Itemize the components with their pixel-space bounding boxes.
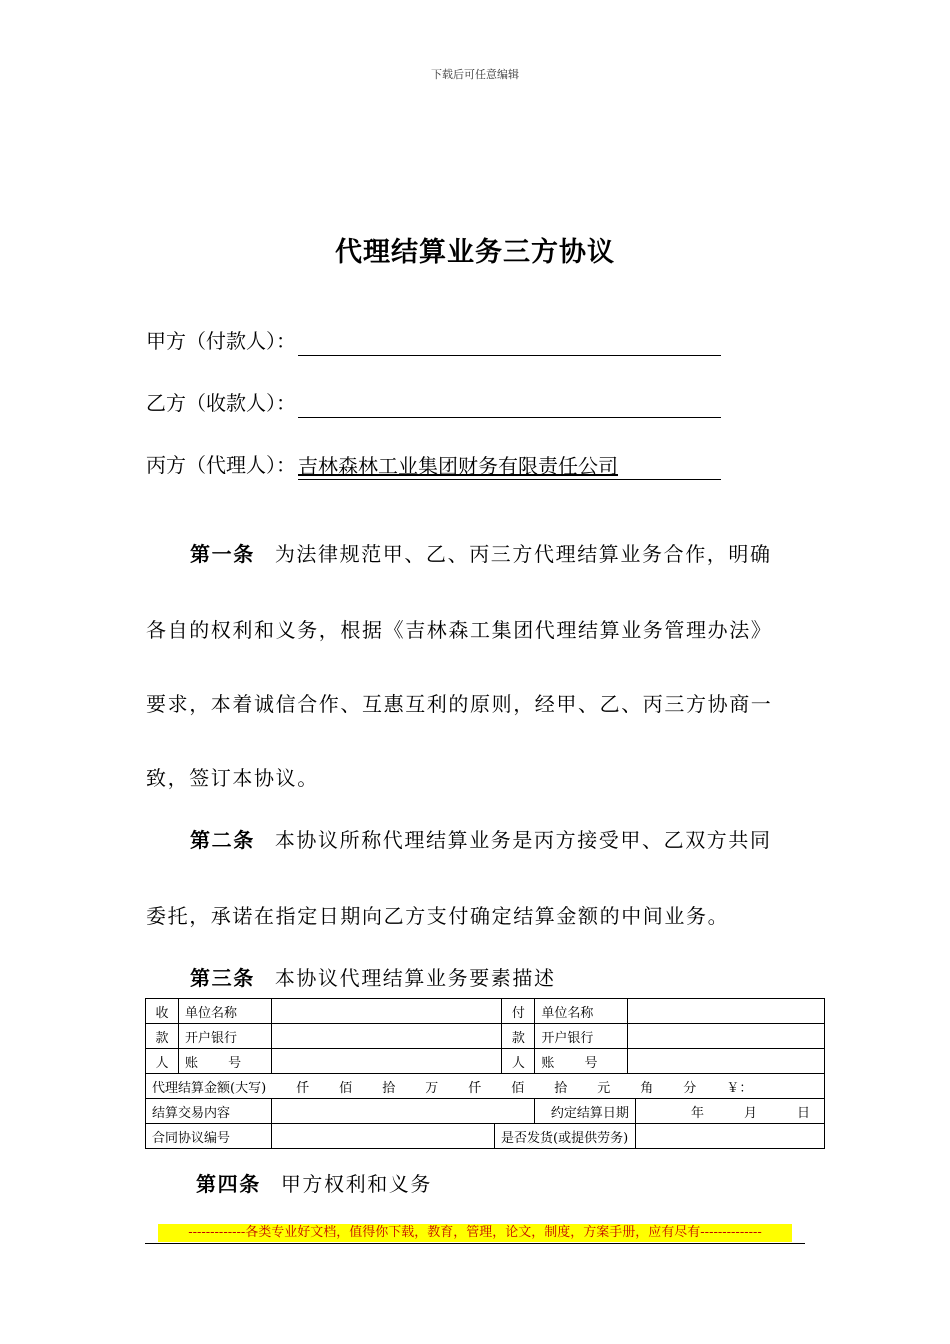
article-4-text: 甲方权利和义务 xyxy=(280,1172,433,1196)
article-4-line xyxy=(146,1168,806,1197)
delivered-label: 是否发货(或提供劳务) xyxy=(495,1124,636,1149)
table-row xyxy=(146,1124,825,1149)
article-1-line-3: 要求，本着诚信合作、互惠互利的原则，经甲、乙、丙三方协商一 xyxy=(146,692,773,716)
payee-char-1: 收 xyxy=(146,999,179,1024)
article-3-heading: 第三条 xyxy=(190,966,255,990)
amount-row[interactable] xyxy=(146,1074,825,1099)
table-row xyxy=(146,1099,825,1124)
payee-account-label: 账 号 xyxy=(179,1049,272,1074)
payer-bank-field[interactable] xyxy=(628,1024,825,1049)
payee-unit-name-label: 单位名称 xyxy=(179,999,272,1024)
footer-divider xyxy=(145,1243,805,1244)
party-b-label: 乙方（收款人）： xyxy=(146,391,296,415)
content-label: 结算交易内容 xyxy=(146,1099,272,1124)
party-b-line xyxy=(146,388,721,418)
payer-unit-name-label: 单位名称 xyxy=(535,999,628,1024)
payer-account-field[interactable] xyxy=(628,1049,825,1074)
payee-bank-label: 开户银行 xyxy=(179,1024,272,1049)
article-2-line-1 xyxy=(146,824,806,853)
footer-banner: -------------各类专业好文档，值得你下载，教育，管理，论文，制度，方案手册，应有尽有-------------- xyxy=(158,1224,792,1242)
amount-unit: 仟 xyxy=(296,1080,310,1096)
article-4-heading: 第四条 xyxy=(196,1172,261,1196)
amount-unit: 分 xyxy=(683,1080,697,1096)
table-row xyxy=(146,1049,825,1074)
article-3-text: 本协议代理结算业务要素描述 xyxy=(274,966,556,990)
amount-unit: 佰 xyxy=(339,1080,353,1096)
payer-bank-label: 开户银行 xyxy=(535,1024,628,1049)
payee-account-field[interactable] xyxy=(272,1049,502,1074)
payer-char-3: 人 xyxy=(502,1049,535,1074)
payee-bank-field[interactable] xyxy=(272,1024,502,1049)
amount-unit: 元 xyxy=(597,1080,611,1096)
article-3-line xyxy=(146,962,806,991)
article-1-line-2: 各自的权利和义务，根据《吉林森工集团代理结算业务管理办法》 xyxy=(146,618,773,642)
party-c-value: 吉林森林工业集团财务有限责任公司 xyxy=(298,454,618,478)
table-row xyxy=(146,1074,825,1099)
delivered-field[interactable] xyxy=(635,1124,824,1149)
date-month: 月 xyxy=(743,1105,757,1121)
party-a-label: 甲方（付款人）： xyxy=(146,329,296,353)
article-2-text-1: 本协议所称代理结算业务是丙方接受甲、乙双方共同 xyxy=(274,828,772,852)
amount-label: 代理结算金额(大写) xyxy=(152,1080,267,1096)
table-row xyxy=(146,1024,825,1049)
contract-field[interactable] xyxy=(272,1124,495,1149)
content-field[interactable] xyxy=(272,1099,535,1124)
article-1-line-4: 致，签订本协议。 xyxy=(146,766,319,790)
header-note: 下载后可任意编辑 xyxy=(431,68,519,81)
article-1-text-1: 为法律规范甲、乙、丙三方代理结算业务合作，明确 xyxy=(274,542,772,566)
party-c-field[interactable] xyxy=(298,453,721,480)
document-title: 代理结算业务三方协议 xyxy=(335,237,615,268)
amount-unit: 角 xyxy=(640,1080,654,1096)
payer-char-1: 付 xyxy=(502,999,535,1024)
article-2-line-2: 委托，承诺在指定日期向乙方支付确定结算金额的中间业务。 xyxy=(146,904,730,928)
article-1-line-1 xyxy=(146,538,806,567)
article-1-heading: 第一条 xyxy=(190,542,255,566)
party-a-line xyxy=(146,326,721,356)
party-b-blank[interactable] xyxy=(298,393,721,418)
article-2-heading: 第二条 xyxy=(190,828,255,852)
amount-unit: 佰 xyxy=(511,1080,525,1096)
payee-unit-name-field[interactable] xyxy=(272,999,502,1024)
contract-label: 合同协议编号 xyxy=(146,1124,272,1149)
settlement-elements-table xyxy=(145,998,825,1149)
date-day: 日 xyxy=(796,1105,810,1121)
date-year: 年 xyxy=(690,1105,704,1121)
party-a-blank[interactable] xyxy=(298,331,721,356)
amount-unit: 拾 xyxy=(554,1080,568,1096)
table-row xyxy=(146,999,825,1024)
payer-char-2: 款 xyxy=(502,1024,535,1049)
party-c-label: 丙方（代理人）： xyxy=(146,453,296,477)
payer-unit-name-field[interactable] xyxy=(628,999,825,1024)
date-label: 约定结算日期 xyxy=(535,1099,635,1124)
payee-char-2: 款 xyxy=(146,1024,179,1049)
date-field[interactable] xyxy=(635,1099,824,1124)
amount-unit: 仟 xyxy=(468,1080,482,1096)
payee-char-3: 人 xyxy=(146,1049,179,1074)
party-c-line xyxy=(146,450,721,480)
amount-unit: 万 xyxy=(425,1080,439,1096)
payer-account-label: 账 号 xyxy=(535,1049,628,1074)
amount-figure-label: ￥： xyxy=(726,1080,753,1096)
amount-unit: 拾 xyxy=(382,1080,396,1096)
